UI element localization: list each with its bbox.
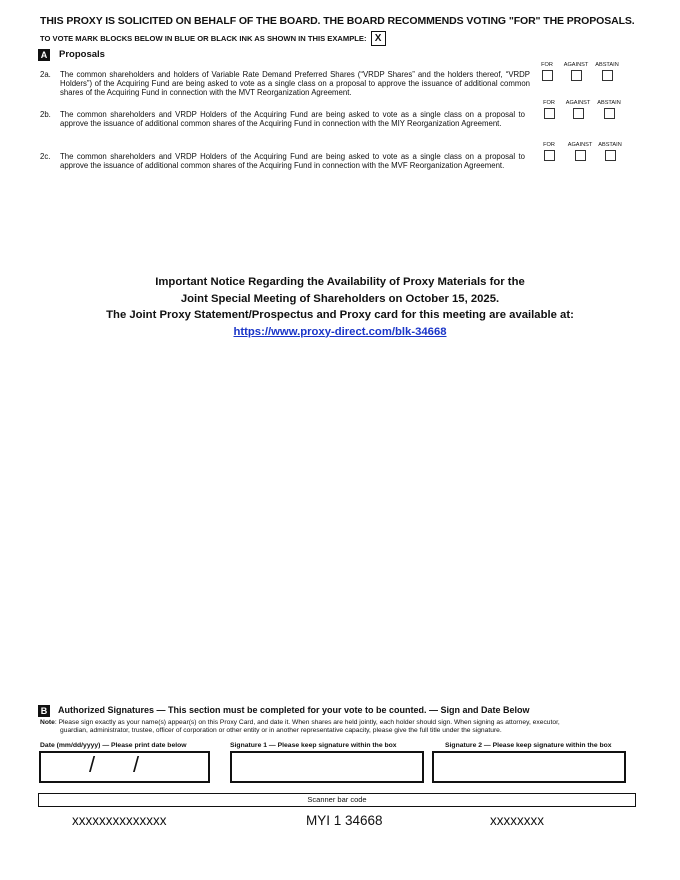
note-label: Note	[40, 719, 55, 726]
proposal-2c-against-checkbox[interactable]	[575, 150, 586, 161]
proposal-2a-number: 2a.	[40, 70, 51, 79]
signature-1-label: Signature 1 — Please keep signature within the box	[230, 742, 397, 749]
col-abstain-2b: ABSTAIN	[597, 100, 621, 106]
date-input-box[interactable]	[39, 751, 210, 783]
note-line-2: guardian, administrator, trustee, officer of corporation or other entity or in another representative capacity, please give the full title under the signature.	[60, 727, 502, 734]
example-mark-box: X	[371, 31, 386, 46]
vote-instruction-text: TO VOTE MARK BLOCKS BELOW IN BLUE OR BLACK INK AS SHOWN IN THIS EXAMPLE:	[40, 34, 367, 43]
signature-1-box[interactable]	[230, 751, 424, 783]
section-a-badge: A	[38, 49, 50, 61]
note-line-1: : Please sign exactly as your name(s) appear(s) on this Proxy Card, and date it. When shares are held jointly, each holder should sign. When signing as attorney, executor,	[54, 719, 560, 726]
proposal-2c-abstain-checkbox[interactable]	[605, 150, 616, 161]
col-against-2c: AGAINST	[567, 142, 593, 148]
scanner-bar-code-box	[38, 793, 636, 807]
proxy-materials-link[interactable]: https://www.proxy-direct.com/blk-34668	[233, 325, 447, 338]
solicitation-heading: THIS PROXY IS SOLICITED ON BEHALF OF THE BOARD. THE BOARD RECOMMENDS VOTING "FOR" THE PROPOSALS.	[40, 15, 635, 27]
col-abstain-2c: ABSTAIN	[598, 142, 622, 148]
col-against-2b: AGAINST	[565, 100, 591, 106]
proposal-2a-for-checkbox[interactable]	[542, 70, 553, 81]
col-against-2a: AGAINST	[563, 62, 589, 68]
date-label: Date (mm/dd/yyyy) — Please print date below	[40, 742, 187, 749]
proposal-2b-against-checkbox[interactable]	[573, 108, 584, 119]
col-abstain-2a: ABSTAIN	[595, 62, 619, 68]
col-for-2c: FOR	[543, 142, 555, 148]
proposal-2b-number: 2b.	[40, 110, 51, 119]
proxy-materials-notice	[0, 274, 680, 340]
col-for-2b: FOR	[543, 100, 555, 106]
date-separator-2: /	[133, 752, 140, 777]
signature-2-box[interactable]	[432, 751, 626, 783]
section-a-title: Proposals	[59, 49, 105, 60]
proposal-2a-text: The common shareholders and holders of Variable Rate Demand Preferred Shares (“VRDP Shares” and the holders thereof, “VRDP Holders”) of the Acquiring Fund are being asked to vote as a single class on a proposal to approve the issuance of additional common shares of the Acquiring Fund in connection with the MVT Reorganization Agreement.	[60, 70, 530, 97]
date-separator-1: /	[89, 752, 96, 777]
proposal-2c-text: The common shareholders and VRDP Holders of the Acquiring Fund are being asked to vote as a single class on a proposal to approve the issuance of additional common shares of the Acquiring Fund in connection with the MVF Reorganization Agreement.	[60, 152, 525, 170]
code-left: xxxxxxxxxxxxxx	[72, 813, 167, 828]
proposal-2b-text: The common shareholders and VRDP Holders of the Acquiring Fund are being asked to vote as a single class on a proposal to approve the issuance of additional common shares of the Acquiring Fund in connection with the MIY Reorganization Agreement.	[60, 110, 525, 128]
proposal-2a-abstain-checkbox[interactable]	[602, 70, 613, 81]
notice-line-1: Important Notice Regarding the Availability of Proxy Materials for the	[155, 276, 525, 288]
signature-2-label: Signature 2 — Please keep signature within the box	[445, 742, 612, 749]
scanner-bar-code-label: Scanner bar code	[307, 795, 367, 804]
proposal-2b-for-checkbox[interactable]	[544, 108, 555, 119]
vote-instruction-row	[40, 31, 386, 46]
col-for-2a: FOR	[541, 62, 553, 68]
proposal-2c-for-checkbox[interactable]	[544, 150, 555, 161]
notice-line-2: Joint Special Meeting of Shareholders on October 15, 2025.	[180, 292, 500, 305]
code-center: MYI 1 34668	[306, 813, 383, 828]
notice-line-3: The Joint Proxy Statement/Prospectus and Proxy card for this meeting are available at:	[106, 309, 574, 321]
code-right: xxxxxxxx	[490, 813, 544, 828]
section-b-title: Authorized Signatures — This section must be completed for your vote to be counted. — Sign and Date Below	[58, 705, 530, 715]
proposal-2a-against-checkbox[interactable]	[571, 70, 582, 81]
proposal-2c-number: 2c.	[40, 152, 51, 161]
section-b-badge: B	[38, 705, 50, 717]
signature-note	[40, 719, 625, 735]
proposal-2b-abstain-checkbox[interactable]	[604, 108, 615, 119]
